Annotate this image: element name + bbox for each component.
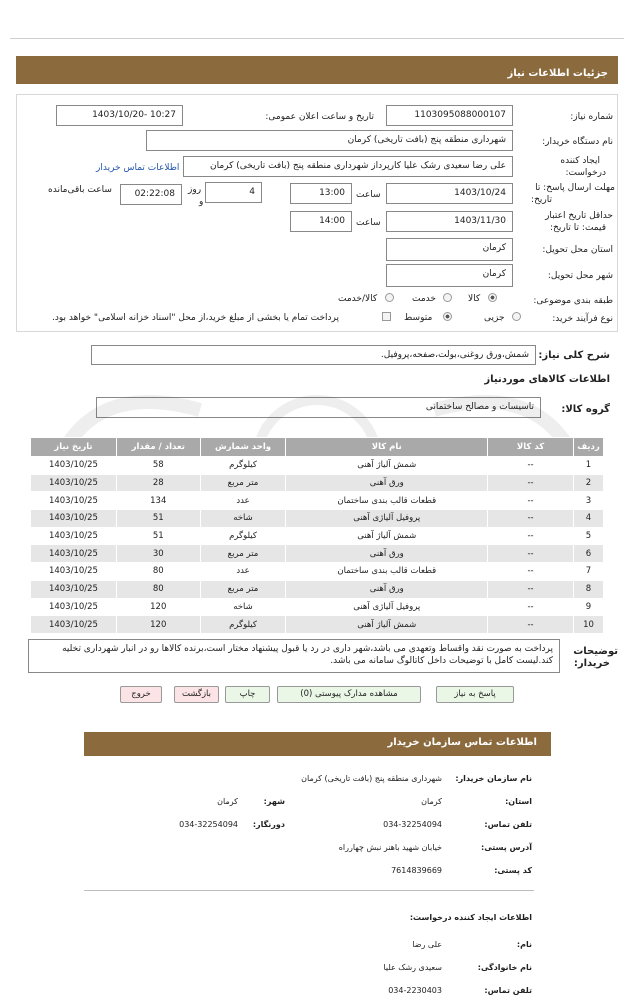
table-row <box>31 527 604 545</box>
contact-org-value: شهرداری منطقه پنج (بافت تاریخی) کرمان <box>301 774 442 783</box>
item-qty: 30 <box>116 545 200 563</box>
item-unit: شاخه <box>200 510 286 528</box>
creator-label-2: درخواست: <box>565 168 606 178</box>
notes-label-2: خریدار: <box>573 658 610 669</box>
group-label: گروه کالا: <box>561 404 610 415</box>
item-code: -- <box>488 527 574 545</box>
city-label: شهر محل تحویل: <box>547 271 613 281</box>
table-row <box>31 598 604 616</box>
exit-button[interactable]: خروج <box>120 686 162 703</box>
item-unit: متر مربع <box>200 580 286 598</box>
item-code: -- <box>488 492 574 510</box>
item-name: پروفیل آلیاژی آهنی <box>286 510 488 528</box>
item-name: ورق آهنی <box>286 545 488 563</box>
item-qty: 80 <box>116 580 200 598</box>
item-name: شمش آلیاژ آهنی <box>286 616 488 634</box>
notes-field: پرداخت به صورت نقد واقساط وتعهدی می باشد،شهر داری در رد یا قبول پیشنهاد مختار است،برنده کالاها رو در انبار شهرداری تخلیه کند.لیست کامل با توضیحات داخل کاتالوگ سامانه می باشد. <box>28 639 560 673</box>
contact-header: اطلاعات تماس سازمان خریدار <box>84 732 551 756</box>
city-field: کرمان <box>386 264 513 287</box>
item-unit: شاخه <box>200 598 286 616</box>
item-code: -- <box>488 563 574 581</box>
table-row <box>31 474 604 492</box>
contact-phone-label: تلفن تماس: <box>484 820 532 829</box>
row-number: 5 <box>573 527 603 545</box>
validity-label-1: حداقل تاریخ اعتبار <box>545 211 613 221</box>
and-label: و <box>199 197 204 207</box>
creator-phone-value: 034-2230403 <box>388 986 442 995</box>
creator-phone-label: تلفن تماس: <box>484 986 532 995</box>
item-date: 1403/10/25 <box>31 616 117 634</box>
item-name: شمش آلیاژ آهنی <box>286 527 488 545</box>
row-number: 6 <box>573 545 603 563</box>
contact-phone-value: 034-32254094 <box>383 820 442 829</box>
buyer-label: نام دستگاه خریدار: <box>542 137 613 147</box>
contact-fax-label: دورنگار: <box>252 820 285 829</box>
reply-button[interactable]: پاسخ به نیاز <box>436 686 514 703</box>
print-button[interactable]: چاپ <box>225 686 270 703</box>
deadline-time-field: 13:00 <box>290 183 352 204</box>
validity-date-field: 1403/11/30 <box>386 211 513 232</box>
process-radio-medium[interactable] <box>443 312 452 322</box>
validity-time-field: 14:00 <box>290 211 352 232</box>
row-number: 1 <box>573 457 603 475</box>
item-unit: عدد <box>200 563 286 581</box>
item-date: 1403/10/25 <box>31 492 117 510</box>
province-field: کرمان <box>386 238 513 261</box>
creator-label-1: ایجاد کننده <box>560 156 600 166</box>
remaining-field: 02:22:08 <box>120 184 182 205</box>
contact-city-label: شهر: <box>263 797 285 806</box>
table-row <box>31 580 604 598</box>
col-row: ردیف <box>573 438 603 457</box>
item-code: -- <box>488 616 574 634</box>
table-row <box>31 563 604 581</box>
item-qty: 51 <box>116 527 200 545</box>
goods-title: اطلاعات کالاهای موردنیاز <box>484 374 610 385</box>
item-unit: عدد <box>200 492 286 510</box>
item-date: 1403/10/25 <box>31 510 117 528</box>
creator-name-label: نام: <box>516 940 532 949</box>
item-code: -- <box>488 474 574 492</box>
row-number: 4 <box>573 510 603 528</box>
item-name: ورق آهنی <box>286 580 488 598</box>
item-name: قطعات قالب بندی ساختمان <box>286 563 488 581</box>
contact-org-label: نام سازمان خریدار: <box>455 774 532 783</box>
col-qty: تعداد / مقدار <box>116 438 200 457</box>
item-code: -- <box>488 545 574 563</box>
table-row <box>31 457 604 475</box>
category-option-goods: کالا <box>468 294 481 304</box>
item-code: -- <box>488 510 574 528</box>
province-label: استان محل تحویل: <box>542 245 613 255</box>
item-code: -- <box>488 580 574 598</box>
row-number: 3 <box>573 492 603 510</box>
table-row <box>31 545 604 563</box>
page-header: جزئیات اطلاعات نیاز <box>16 56 618 84</box>
item-unit: کیلوگرم <box>200 457 286 475</box>
category-radio-goods[interactable] <box>488 293 497 303</box>
buyer-contact-link[interactable]: اطلاعات تماس خریدار <box>96 163 180 173</box>
items-table <box>30 437 604 634</box>
item-date: 1403/10/25 <box>31 563 117 581</box>
contact-postal-value: 7614839669 <box>391 866 442 875</box>
item-unit: متر مربع <box>200 474 286 492</box>
col-name: نام کالا <box>286 438 488 457</box>
item-qty: 28 <box>116 474 200 492</box>
creator-section-title: اطلاعات ایجاد کننده درخواست: <box>409 913 532 922</box>
creator-family-label: نام خانوادگی: <box>477 963 532 972</box>
item-unit: متر مربع <box>200 545 286 563</box>
notes-label-1: توضیحات <box>573 646 618 657</box>
col-unit: واحد شمارش <box>200 438 286 457</box>
item-qty: 134 <box>116 492 200 510</box>
table-row <box>31 510 604 528</box>
contact-divider <box>84 890 534 891</box>
row-number: 10 <box>573 616 603 634</box>
contact-province-value: کرمان <box>421 797 442 806</box>
category-option-both: کالا/خدمت <box>338 294 378 304</box>
need-number-field: 1103095088000107 <box>386 105 513 126</box>
item-name: ورق آهنی <box>286 474 488 492</box>
row-number: 2 <box>573 474 603 492</box>
item-date: 1403/10/25 <box>31 598 117 616</box>
item-date: 1403/10/25 <box>31 580 117 598</box>
buyer-field: شهرداری منطقه پنج (بافت تاریخی) کرمان <box>146 130 513 151</box>
summary-label: شرح کلی نیاز: <box>538 350 610 361</box>
group-field: تاسیسات و مصالح ساختمانی <box>96 397 541 418</box>
days-field: 4 <box>205 182 262 203</box>
deadline-time-label: ساعت <box>356 190 381 200</box>
table-row <box>31 492 604 510</box>
contact-city-value: کرمان <box>217 797 238 806</box>
table-row <box>31 616 604 634</box>
contact-address-value: خیابان شهید باهنر نبش چهارراه <box>338 843 442 852</box>
creator-family-value: سعیدی رشک علیا <box>383 963 442 972</box>
item-date: 1403/10/25 <box>31 474 117 492</box>
col-code: کد کالا <box>488 438 574 457</box>
category-radio-both[interactable] <box>385 293 394 303</box>
item-name: پروفیل آلیاژی آهنی <box>286 598 488 616</box>
category-label: طبقه بندی موضوعی: <box>533 296 613 306</box>
process-label: نوع فرآیند خرید: <box>552 314 613 324</box>
top-divider <box>10 38 624 39</box>
row-number: 8 <box>573 580 603 598</box>
deadline-label-1: مهلت ارسال پاسخ: تا <box>535 183 615 193</box>
item-date: 1403/10/25 <box>31 527 117 545</box>
item-qty: 51 <box>116 510 200 528</box>
item-qty: 80 <box>116 563 200 581</box>
treasury-checkbox[interactable] <box>382 312 391 322</box>
contact-province-label: استان: <box>505 797 532 806</box>
row-number: 7 <box>573 563 603 581</box>
item-date: 1403/10/25 <box>31 545 117 563</box>
category-option-service: خدمت <box>412 294 436 304</box>
process-option-minor: جزیی <box>484 313 505 323</box>
announce-field: 1403/10/20- 10:27 <box>56 105 183 126</box>
back-button[interactable]: بازگشت <box>174 686 219 703</box>
announce-label: تاریخ و ساعت اعلان عمومی: <box>265 112 374 122</box>
contact-postal-label: کد پستی: <box>494 866 532 875</box>
payment-note: پرداخت تمام یا بخشی از مبلغ خرید،از محل "اسناد خزانه اسلامی" خواهد بود. <box>52 313 340 323</box>
process-radio-minor[interactable] <box>512 312 521 322</box>
process-option-medium: متوسط <box>404 313 433 323</box>
validity-time-label: ساعت <box>356 218 381 228</box>
item-qty: 120 <box>116 598 200 616</box>
days-label: روز <box>188 185 202 195</box>
validity-label-2: قیمت: تا تاریخ: <box>550 223 606 233</box>
need-number-label: شماره نیاز: <box>570 112 613 122</box>
table-header-row <box>31 438 604 457</box>
category-radio-service[interactable] <box>443 293 452 303</box>
item-qty: 58 <box>116 457 200 475</box>
item-unit: کیلوگرم <box>200 527 286 545</box>
deadline-label-2: تاریخ: <box>531 195 552 205</box>
deadline-date-field: 1403/10/24 <box>386 183 513 204</box>
item-name: شمش آلیاژ آهنی <box>286 457 488 475</box>
contact-address-label: آدرس پستی: <box>481 843 532 852</box>
item-code: -- <box>488 457 574 475</box>
row-number: 9 <box>573 598 603 616</box>
item-code: -- <box>488 598 574 616</box>
creator-field: علی رضا سعیدی رشک علیا کارپرداز شهرداری منطقه پنج (بافت تاریخی) کرمان <box>183 156 513 177</box>
attachments-button[interactable]: مشاهده مدارک پیوستی (0) <box>277 686 421 703</box>
remaining-label: ساعت باقی‌مانده <box>48 185 112 195</box>
col-date: تاریخ نیاز <box>31 438 117 457</box>
item-date: 1403/10/25 <box>31 457 117 475</box>
item-qty: 120 <box>116 616 200 634</box>
contact-fax-value: 034-32254094 <box>179 820 238 829</box>
item-unit: کیلوگرم <box>200 616 286 634</box>
item-name: قطعات قالب بندی ساختمان <box>286 492 488 510</box>
summary-field: شمش،ورق روغنی،بولت،صفحه،پروفیل. <box>91 345 536 365</box>
creator-name-value: علی رضا <box>412 940 442 949</box>
